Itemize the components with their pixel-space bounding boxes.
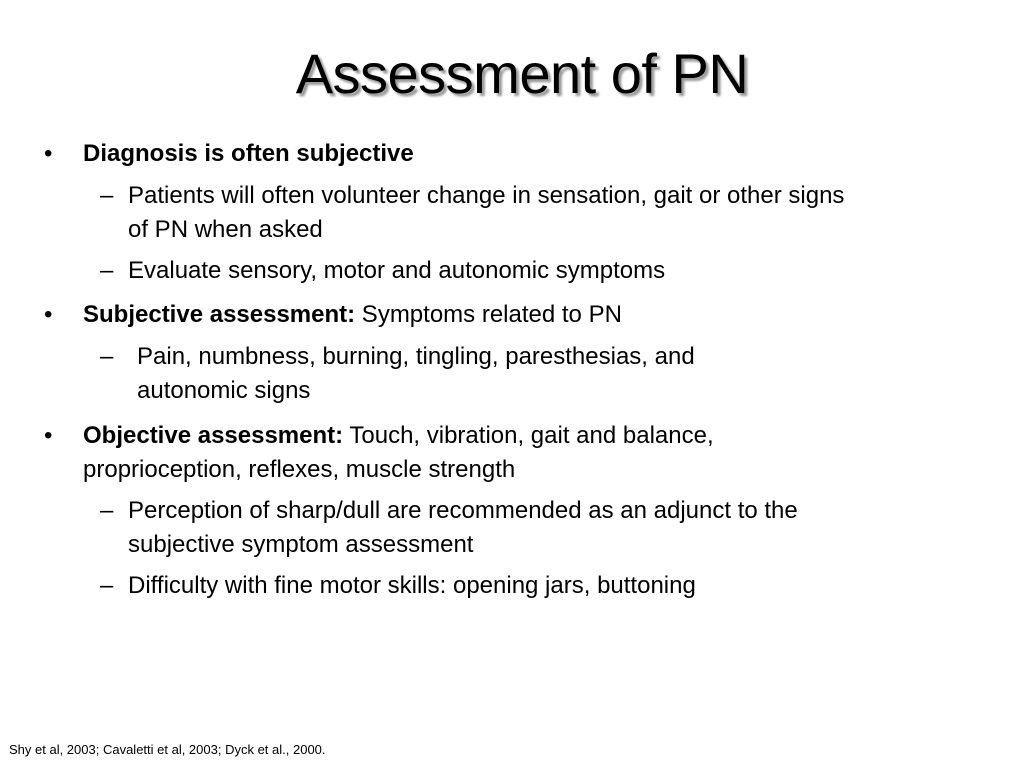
dash-marker: – — [100, 182, 114, 209]
subitem-1-1-line2: of PN when asked — [128, 216, 323, 243]
subitem-3-1-line2: subjective symptom assessment — [128, 531, 474, 558]
subitem-2-1-line1: Pain, numbness, burning, tingling, paresthesias, and — [137, 343, 695, 370]
bullet-1-lead: Diagnosis is often subjective — [83, 140, 414, 167]
bullet-3-text — [83, 419, 714, 453]
bullet-marker: • — [44, 301, 53, 328]
subitem-3-2-line1: Difficulty with fine motor skills: opening jars, buttoning — [128, 572, 696, 599]
citation-footer: Shy et al, 2003; Cavaletti et al, 2003; Dyck et al., 2000. — [9, 742, 326, 757]
dash-marker: – — [100, 257, 114, 284]
dash-marker: – — [100, 572, 114, 599]
bullet-3-rest-cont: proprioception, reflexes, muscle strength — [83, 456, 516, 483]
bullet-3-lead: Objective assessment: — [83, 422, 344, 449]
bullet-marker: • — [44, 140, 53, 167]
dash-marker: – — [100, 343, 114, 370]
slide-title: Assessment of PN — [295, 42, 749, 105]
bullet-2-text — [83, 298, 622, 332]
subitem-2-1-line2: autonomic signs — [137, 377, 311, 404]
bullet-3-rest: Touch, vibration, gait and balance, — [343, 422, 714, 449]
subitem-3-1-line1: Perception of sharp/dull are recommended as an adjunct to the — [128, 497, 798, 524]
bullet-2-lead: Subjective assessment: — [83, 301, 356, 328]
subitem-1-1-line1: Patients will often volunteer change in sensation, gait or other signs — [128, 182, 845, 209]
bullet-1-text — [83, 137, 414, 171]
dash-marker: – — [100, 497, 114, 524]
bullet-marker: • — [44, 422, 53, 449]
subitem-1-2-line1: Evaluate sensory, motor and autonomic symptoms — [128, 257, 666, 284]
bullet-2-rest: Symptoms related to PN — [355, 301, 622, 328]
